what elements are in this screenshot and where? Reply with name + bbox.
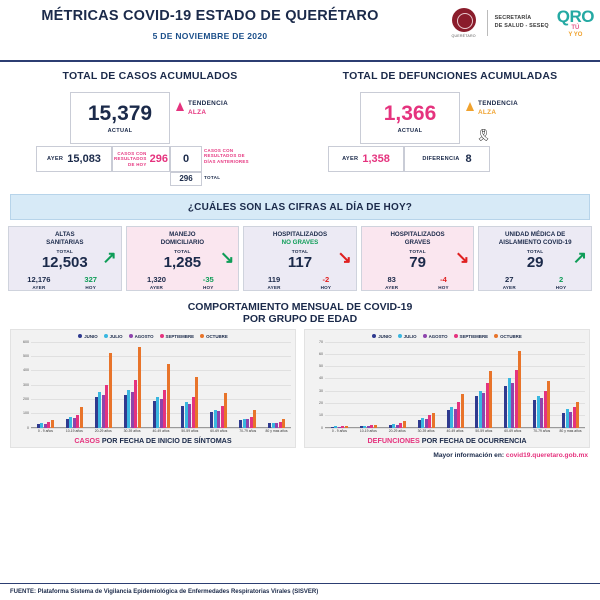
bar xyxy=(282,419,285,428)
bar xyxy=(51,420,54,428)
accumulated-cases-title: TOTAL DE CASOS ACUMULADOS xyxy=(62,70,238,82)
card-bottom xyxy=(13,275,117,290)
card-total-label: TOTAL xyxy=(526,250,544,255)
bar xyxy=(109,353,112,428)
footer xyxy=(0,583,600,600)
card-bottom xyxy=(248,275,352,290)
x-axis-tick-label: 80 y mas años xyxy=(265,428,288,433)
y-axis-tick-label: 60 xyxy=(319,351,323,356)
x-axis-tick-label: 30-39 años xyxy=(123,428,141,433)
cases-today-box xyxy=(112,146,170,172)
trend-up-arrow-icon xyxy=(176,102,184,111)
card-yesterday xyxy=(483,275,535,290)
cases-trend xyxy=(176,100,228,116)
card-today xyxy=(535,275,587,290)
accumulated-deaths-title: TOTAL DE DEFUNCIONES ACUMULADAS xyxy=(342,70,558,82)
bar xyxy=(432,413,435,428)
cases-previous-label-1: CASOS CON xyxy=(204,148,234,153)
cases-previous-label-3: DÍAS ANTERIORES xyxy=(204,158,249,164)
card-yesterday-value: 119 xyxy=(267,274,281,284)
bar-group xyxy=(262,342,291,428)
state-seal-icon xyxy=(449,6,479,40)
legend-label: SEPTIEMBRE xyxy=(459,333,489,339)
legend-item xyxy=(494,334,522,339)
legend-item xyxy=(423,334,448,339)
bar xyxy=(518,351,521,427)
seseq-logo-text xyxy=(487,10,549,36)
legend-color-swatch xyxy=(129,334,133,338)
chart-caption xyxy=(15,436,291,445)
seal-emblem xyxy=(452,8,476,32)
bar xyxy=(345,426,348,427)
charts-row xyxy=(0,325,600,448)
trend-up-arrow-icon xyxy=(466,102,474,111)
x-axis-tick-label: 50-59 años xyxy=(181,428,199,433)
card-total-value: 117 xyxy=(287,254,313,271)
card-today-value: 2 xyxy=(558,274,564,284)
bar xyxy=(80,407,83,427)
bar xyxy=(403,421,406,427)
y-axis-tick-label: 500 xyxy=(23,353,29,358)
legend-label: OCTUBRE xyxy=(500,333,522,339)
deaths-trend xyxy=(466,100,518,116)
bar xyxy=(253,410,256,427)
trend-arrow-up-icon: ↗ xyxy=(102,248,117,267)
card-yesterday-label: AYER xyxy=(267,284,281,290)
card-yesterday-value: 27 xyxy=(505,274,514,284)
card-today-label: HOY xyxy=(85,284,96,290)
y-axis-tick-label: 20 xyxy=(319,400,323,405)
card-total-label: TOTAL xyxy=(291,250,309,255)
x-axis-tick-label: 20-29 años xyxy=(388,428,406,433)
y-axis-tick-label: 10 xyxy=(319,413,323,418)
card-title-line-1: ALTAS xyxy=(54,231,75,238)
charts-header-line-2: POR GRUPO DE EDAD xyxy=(242,312,358,325)
y-axis-tick-label: 50 xyxy=(319,364,323,369)
legend-color-swatch xyxy=(454,334,458,338)
card-bottom xyxy=(366,275,470,290)
card-yesterday-value: 1,320 xyxy=(146,274,166,284)
card-today-value: -35 xyxy=(202,274,214,284)
bar-group xyxy=(383,342,412,428)
card-total-value: 12,503 xyxy=(41,254,88,271)
metric-card-unidad-medica-aislamiento xyxy=(478,226,592,291)
bar-group xyxy=(147,342,176,428)
card-today xyxy=(300,275,352,290)
card-title-line-2: NO GRAVES xyxy=(281,239,319,247)
chart-legend xyxy=(309,334,585,339)
x-axis-tick-label: 50-59 años xyxy=(475,428,493,433)
chart-plot-area xyxy=(15,339,291,430)
bar xyxy=(138,347,141,427)
y-axis-tick-label: 0 xyxy=(27,425,29,430)
accumulated-cases-block xyxy=(0,70,300,188)
cases-previous-label-2: RESULTADOS DE xyxy=(204,153,245,159)
cases-total-label: TOTAL xyxy=(204,175,221,180)
accumulated-deaths-block xyxy=(300,70,600,188)
bar-group xyxy=(89,342,118,428)
more-info-link[interactable]: covid19.queretaro.gob.mx xyxy=(505,451,588,459)
cases-yesterday-value: 15,083 xyxy=(67,152,101,165)
card-title xyxy=(483,231,587,249)
chart-y-axis xyxy=(309,339,325,430)
card-today-label: HOY xyxy=(203,284,214,290)
charts-header xyxy=(0,301,600,325)
seseq-line-1: SECRETARÍA xyxy=(494,15,532,22)
page-title: MÉTRICAS COVID-19 ESTADO DE QUERÉTARO xyxy=(41,8,379,24)
accumulated-section xyxy=(0,62,600,188)
trend-arrow-down-icon: ↘ xyxy=(219,248,235,267)
y-axis-tick-label: 300 xyxy=(23,382,29,387)
card-yesterday-label: AYER xyxy=(385,284,399,290)
legend-item xyxy=(78,334,97,339)
x-axis-tick-label: 70-79 años xyxy=(533,428,551,433)
legend-label: JUNIO xyxy=(84,333,98,339)
bar-group xyxy=(60,342,89,428)
cases-current-value: 15,379 xyxy=(87,101,153,125)
legend-color-swatch xyxy=(78,334,82,338)
cases-yesterday-label: AYER xyxy=(47,156,64,162)
card-today-value: -4 xyxy=(440,274,447,284)
card-today-value: 327 xyxy=(84,274,98,284)
y-axis-tick-label: 400 xyxy=(23,368,29,373)
legend-color-swatch xyxy=(160,334,164,338)
chart-plot-area xyxy=(309,339,585,430)
bar xyxy=(547,381,550,428)
metric-card-manejo-domiciliario xyxy=(126,226,240,291)
cases-total-box xyxy=(170,172,202,186)
bar-group xyxy=(556,342,585,428)
bar-group xyxy=(175,342,204,428)
bar-group xyxy=(204,342,233,428)
today-figures-banner xyxy=(10,194,590,220)
y-axis-tick-label: 70 xyxy=(319,339,323,344)
trend-arrow-down-icon: ↘ xyxy=(455,248,470,267)
legend-item xyxy=(160,334,195,339)
footer-source-text: FUENTE: Plataforma Sistema de Vigilancia Epidemiológica de Enfermedades Respiratorias Virales (SISVER) xyxy=(10,589,319,595)
legend-item xyxy=(454,334,489,339)
more-info-label: Mayor información en: xyxy=(433,451,505,459)
bar xyxy=(576,402,579,428)
cases-today-label-3: DE HOY xyxy=(127,161,147,167)
x-axis-tick-label: 70-79 años xyxy=(239,428,257,433)
card-yesterday xyxy=(248,275,300,290)
card-title-line-1: MANEJO xyxy=(169,231,196,238)
cases-current-box xyxy=(70,92,170,144)
bar xyxy=(224,393,227,427)
header xyxy=(0,0,600,62)
chart-cases-by-symptom-onset xyxy=(10,329,296,448)
card-today-label: HOY xyxy=(555,284,567,290)
report-date: 5 DE NOVIEMBRE DE 2020 xyxy=(152,31,268,41)
cases-total-value: 296 xyxy=(179,174,193,183)
qro-brand-tu: TÚ xyxy=(571,24,580,31)
card-today xyxy=(65,275,117,290)
bar xyxy=(461,394,464,427)
seseq-line-2: DE SALUD - SESEQ xyxy=(494,23,549,29)
metric-card-hospitalizados-no-graves xyxy=(243,226,357,291)
legend-label: AGOSTO xyxy=(428,333,448,339)
grid-line xyxy=(31,428,291,429)
x-axis-tick-label: 80 y mas años xyxy=(559,428,582,433)
bar-group xyxy=(31,342,60,428)
metric-card-altas-sanitarias xyxy=(8,226,122,291)
x-axis-tick-label: 0 - 9 años xyxy=(37,428,53,433)
chart-x-axis-labels xyxy=(325,429,585,433)
card-yesterday xyxy=(13,275,65,290)
y-axis-tick-label: 40 xyxy=(319,376,323,381)
qro-brand-main: QRO xyxy=(556,6,594,26)
bar-group xyxy=(354,342,383,428)
legend-color-swatch xyxy=(398,334,402,338)
chart-caption-rest: POR FECHA DE INICIO DE SÍNTOMAS xyxy=(101,435,232,445)
y-axis-tick-label: 30 xyxy=(319,388,323,393)
legend-color-swatch xyxy=(372,334,376,338)
cases-previous-label xyxy=(204,148,249,164)
deaths-current-value: 1,366 xyxy=(383,101,437,125)
card-total-label: TOTAL xyxy=(409,250,426,255)
card-total-label: TOTAL xyxy=(56,250,74,255)
cases-yesterday-box xyxy=(36,146,112,172)
legend-label: OCTUBRE xyxy=(206,333,228,339)
card-today xyxy=(418,275,470,290)
legend-label: JULIO xyxy=(109,333,123,339)
card-yesterday-value: 83 xyxy=(387,274,396,284)
metric-cards-row xyxy=(0,220,600,291)
x-axis-tick-label: 10-19 años xyxy=(65,428,83,433)
legend-label: AGOSTO xyxy=(134,333,154,339)
x-axis-tick-label: 20-29 años xyxy=(94,428,112,433)
x-axis-tick-label: 60-69 años xyxy=(504,428,522,433)
x-axis-tick-label: 40-49 años xyxy=(446,428,464,433)
chart-y-axis xyxy=(15,339,31,430)
card-title-line-2: DOMICILIARIO xyxy=(160,239,205,247)
x-axis-tick-label: 60-69 años xyxy=(210,428,228,433)
card-yesterday-label: AYER xyxy=(32,284,46,290)
qro-brand-yo: Y YO xyxy=(568,31,583,38)
qro-brand-logo xyxy=(557,8,594,38)
card-title-line-2: GRAVES xyxy=(404,239,431,247)
card-total-value: 1,285 xyxy=(163,254,202,271)
card-total-label: TOTAL xyxy=(174,250,191,255)
card-yesterday-label: AYER xyxy=(502,284,516,290)
deaths-difference-label: DIFERENCIA xyxy=(422,156,460,162)
legend-color-swatch xyxy=(494,334,498,338)
deaths-yesterday-box xyxy=(328,146,404,172)
legend-label: JUNIO xyxy=(378,333,392,339)
legend-item xyxy=(129,334,154,339)
title-block xyxy=(0,8,420,41)
deaths-yesterday-value: 1,358 xyxy=(362,152,390,165)
card-title xyxy=(13,231,117,249)
card-yesterday xyxy=(131,275,183,290)
logo-group xyxy=(449,6,594,40)
metric-card-hospitalizados-graves xyxy=(361,226,475,291)
bar-group xyxy=(441,342,470,428)
cases-current-label: ACTUAL xyxy=(107,127,133,134)
card-total-value: 29 xyxy=(526,254,544,271)
cases-previous-box xyxy=(170,146,202,172)
cases-trend-label: TENDENCIA xyxy=(188,100,228,107)
bar-group xyxy=(469,342,498,428)
card-today-value: -2 xyxy=(322,274,330,284)
ribbon-icon: 🎗 xyxy=(476,128,492,142)
card-yesterday-value: 12,176 xyxy=(27,274,51,284)
card-yesterday-label: AYER xyxy=(149,284,164,290)
bar-group xyxy=(412,342,441,428)
grid-line xyxy=(325,428,585,429)
card-title-line-1: UNIDAD MÉDICA DE xyxy=(505,231,566,238)
bar xyxy=(489,371,492,428)
y-axis-tick-label: 100 xyxy=(23,411,29,416)
card-title-line-1: HOSPITALIZADOS xyxy=(390,231,445,238)
legend-item xyxy=(200,334,228,339)
legend-label: JULIO xyxy=(403,333,417,339)
card-title xyxy=(366,231,470,249)
y-axis-tick-label: 200 xyxy=(23,396,29,401)
cases-today-value: 296 xyxy=(149,152,168,165)
cases-today-label-1: CASOS CON xyxy=(117,151,147,157)
card-bottom xyxy=(483,275,587,290)
chart-caption-highlight: DEFUNCIONES xyxy=(367,435,420,445)
deaths-trend-label: TENDENCIA xyxy=(478,100,518,107)
chart-caption-rest: POR FECHA DE OCURRENCIA xyxy=(421,435,527,445)
card-total-value: 79 xyxy=(409,254,426,271)
seal-caption: QUERÉTARO xyxy=(451,34,476,38)
card-today xyxy=(182,275,234,290)
legend-item xyxy=(398,334,417,339)
bar-group xyxy=(498,342,527,428)
trend-arrow-up-icon: ↗ xyxy=(572,248,587,267)
chart-deaths-by-occurrence xyxy=(304,329,590,448)
bar xyxy=(167,364,170,428)
card-today-label: HOY xyxy=(320,284,332,290)
chart-caption xyxy=(309,436,585,445)
card-title xyxy=(248,231,352,249)
charts-header-line-1: COMPORTAMIENTO MENSUAL DE COVID-19 xyxy=(187,300,413,313)
bar xyxy=(195,377,198,428)
trend-arrow-down-icon: ↘ xyxy=(337,248,352,267)
legend-color-swatch xyxy=(200,334,204,338)
card-title xyxy=(131,231,235,249)
deaths-current-box xyxy=(360,92,460,144)
bar-group xyxy=(233,342,262,428)
bar-group xyxy=(118,342,147,428)
legend-color-swatch xyxy=(104,334,108,338)
bar xyxy=(374,425,377,427)
deaths-yesterday-label: AYER xyxy=(342,156,359,162)
today-figures-banner-text: ¿CUÁLES SON LAS CIFRAS AL DÍA DE HOY? xyxy=(187,201,413,213)
legend-color-swatch xyxy=(423,334,427,338)
card-yesterday xyxy=(366,275,418,290)
card-title-line-2: AISLAMIENTO COVID-19 xyxy=(498,239,572,247)
x-axis-tick-label: 10-19 años xyxy=(359,428,377,433)
deaths-trend-value: ALZA xyxy=(478,109,497,116)
legend-item xyxy=(372,334,391,339)
cases-trend-value: ALZA xyxy=(188,109,207,116)
chart-legend xyxy=(15,334,291,339)
x-axis-tick-label: 40-49 años xyxy=(152,428,170,433)
chart-bars xyxy=(31,342,291,428)
deaths-difference-box xyxy=(404,146,490,172)
card-title-line-1: HOSPITALIZADOS xyxy=(272,231,328,238)
deaths-current-label: ACTUAL xyxy=(397,127,423,134)
y-axis-tick-label: 600 xyxy=(23,339,29,344)
card-today-label: HOY xyxy=(438,284,449,290)
card-bottom xyxy=(131,275,235,290)
x-axis-tick-label: 30-39 años xyxy=(417,428,435,433)
chart-x-axis-labels xyxy=(31,429,291,433)
legend-item xyxy=(104,334,123,339)
cases-previous-value: 0 xyxy=(182,152,190,165)
chart-caption-highlight: CASOS xyxy=(74,435,100,445)
card-title-line-2: SANITARIAS xyxy=(46,239,84,247)
bar-group xyxy=(527,342,556,428)
legend-label: SEPTIEMBRE xyxy=(165,333,195,339)
x-axis-tick-label: 0 - 9 años xyxy=(331,428,347,433)
deaths-difference-value: 8 xyxy=(465,152,472,165)
cases-today-label-2: RESULTADOS xyxy=(114,156,147,162)
chart-bars xyxy=(325,342,585,428)
more-info xyxy=(0,448,600,459)
y-axis-tick-label: 0 xyxy=(321,425,323,430)
bar-group xyxy=(325,342,354,428)
